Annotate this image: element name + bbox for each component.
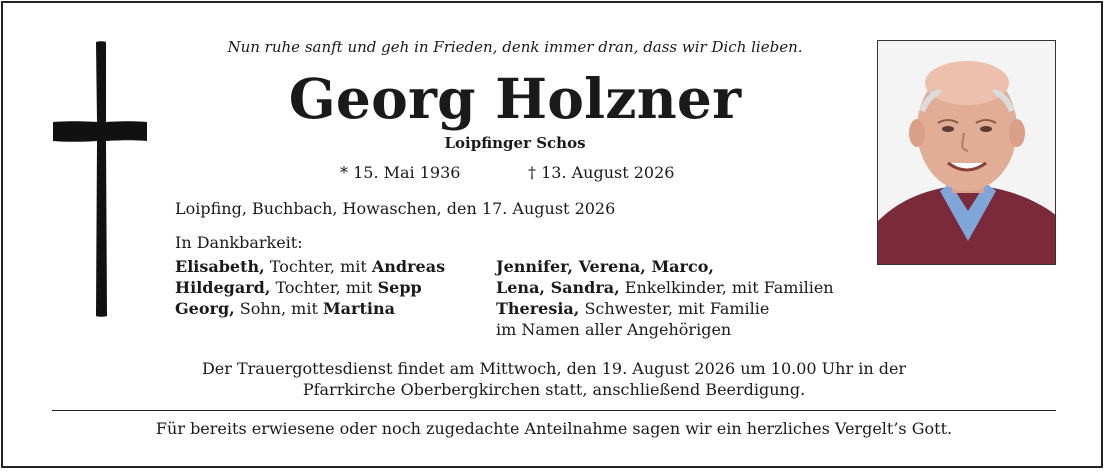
portrait-photo (877, 40, 1056, 265)
mourner-line: Hildegard, Tochter, mit Sepp (175, 278, 422, 297)
motto: Nun ruhe sanft und geh in Frieden, denk immer dran, dass wir Dich lieben. (227, 38, 803, 56)
mourner-line: Theresia, Schwester, mit Familie (496, 299, 770, 318)
thanks-heading: In Dankbarkeit: (175, 233, 303, 252)
portrait-illustration (878, 41, 1056, 265)
place-date: Loipfing, Buchbach, Howaschen, den 17. August 2026 (175, 199, 616, 218)
mourner-line: im Namen aller Angehörigen (496, 320, 732, 339)
mourners-right (496, 256, 834, 340)
service-line: Der Trauergottesdienst findet am Mittwoch, den 19. August 2026 um 10.00 Uhr in der (201, 359, 907, 378)
mourner-line: Georg, Sohn, mit Martina (175, 299, 395, 318)
service-info (100, 358, 1008, 400)
nickname: Loipfinger Schos (444, 134, 586, 152)
service-line: Pfarrkirche Oberbergkirchen statt, anschließend Beerdigung. (302, 380, 806, 399)
birth-date: * 15. Mai 1936 (340, 163, 461, 182)
mourner-line: Elisabeth, Tochter, mit Andreas (175, 257, 446, 276)
divider (52, 410, 1056, 411)
cross-icon (52, 40, 148, 320)
footer-thanks: Für bereits erwiesene oder noch zugedachte Anteilnahme sagen wir ein herzliches Vergelt’s Gott. (155, 419, 953, 438)
deceased-name: Georg Holzner (288, 66, 742, 131)
death-date: † 13. August 2026 (528, 163, 675, 182)
mourner-line: Lena, Sandra, Enkelkinder, mit Familien (496, 278, 834, 297)
mourners-left (175, 256, 445, 319)
mourner-line: Jennifer, Verena, Marco, (496, 257, 714, 276)
